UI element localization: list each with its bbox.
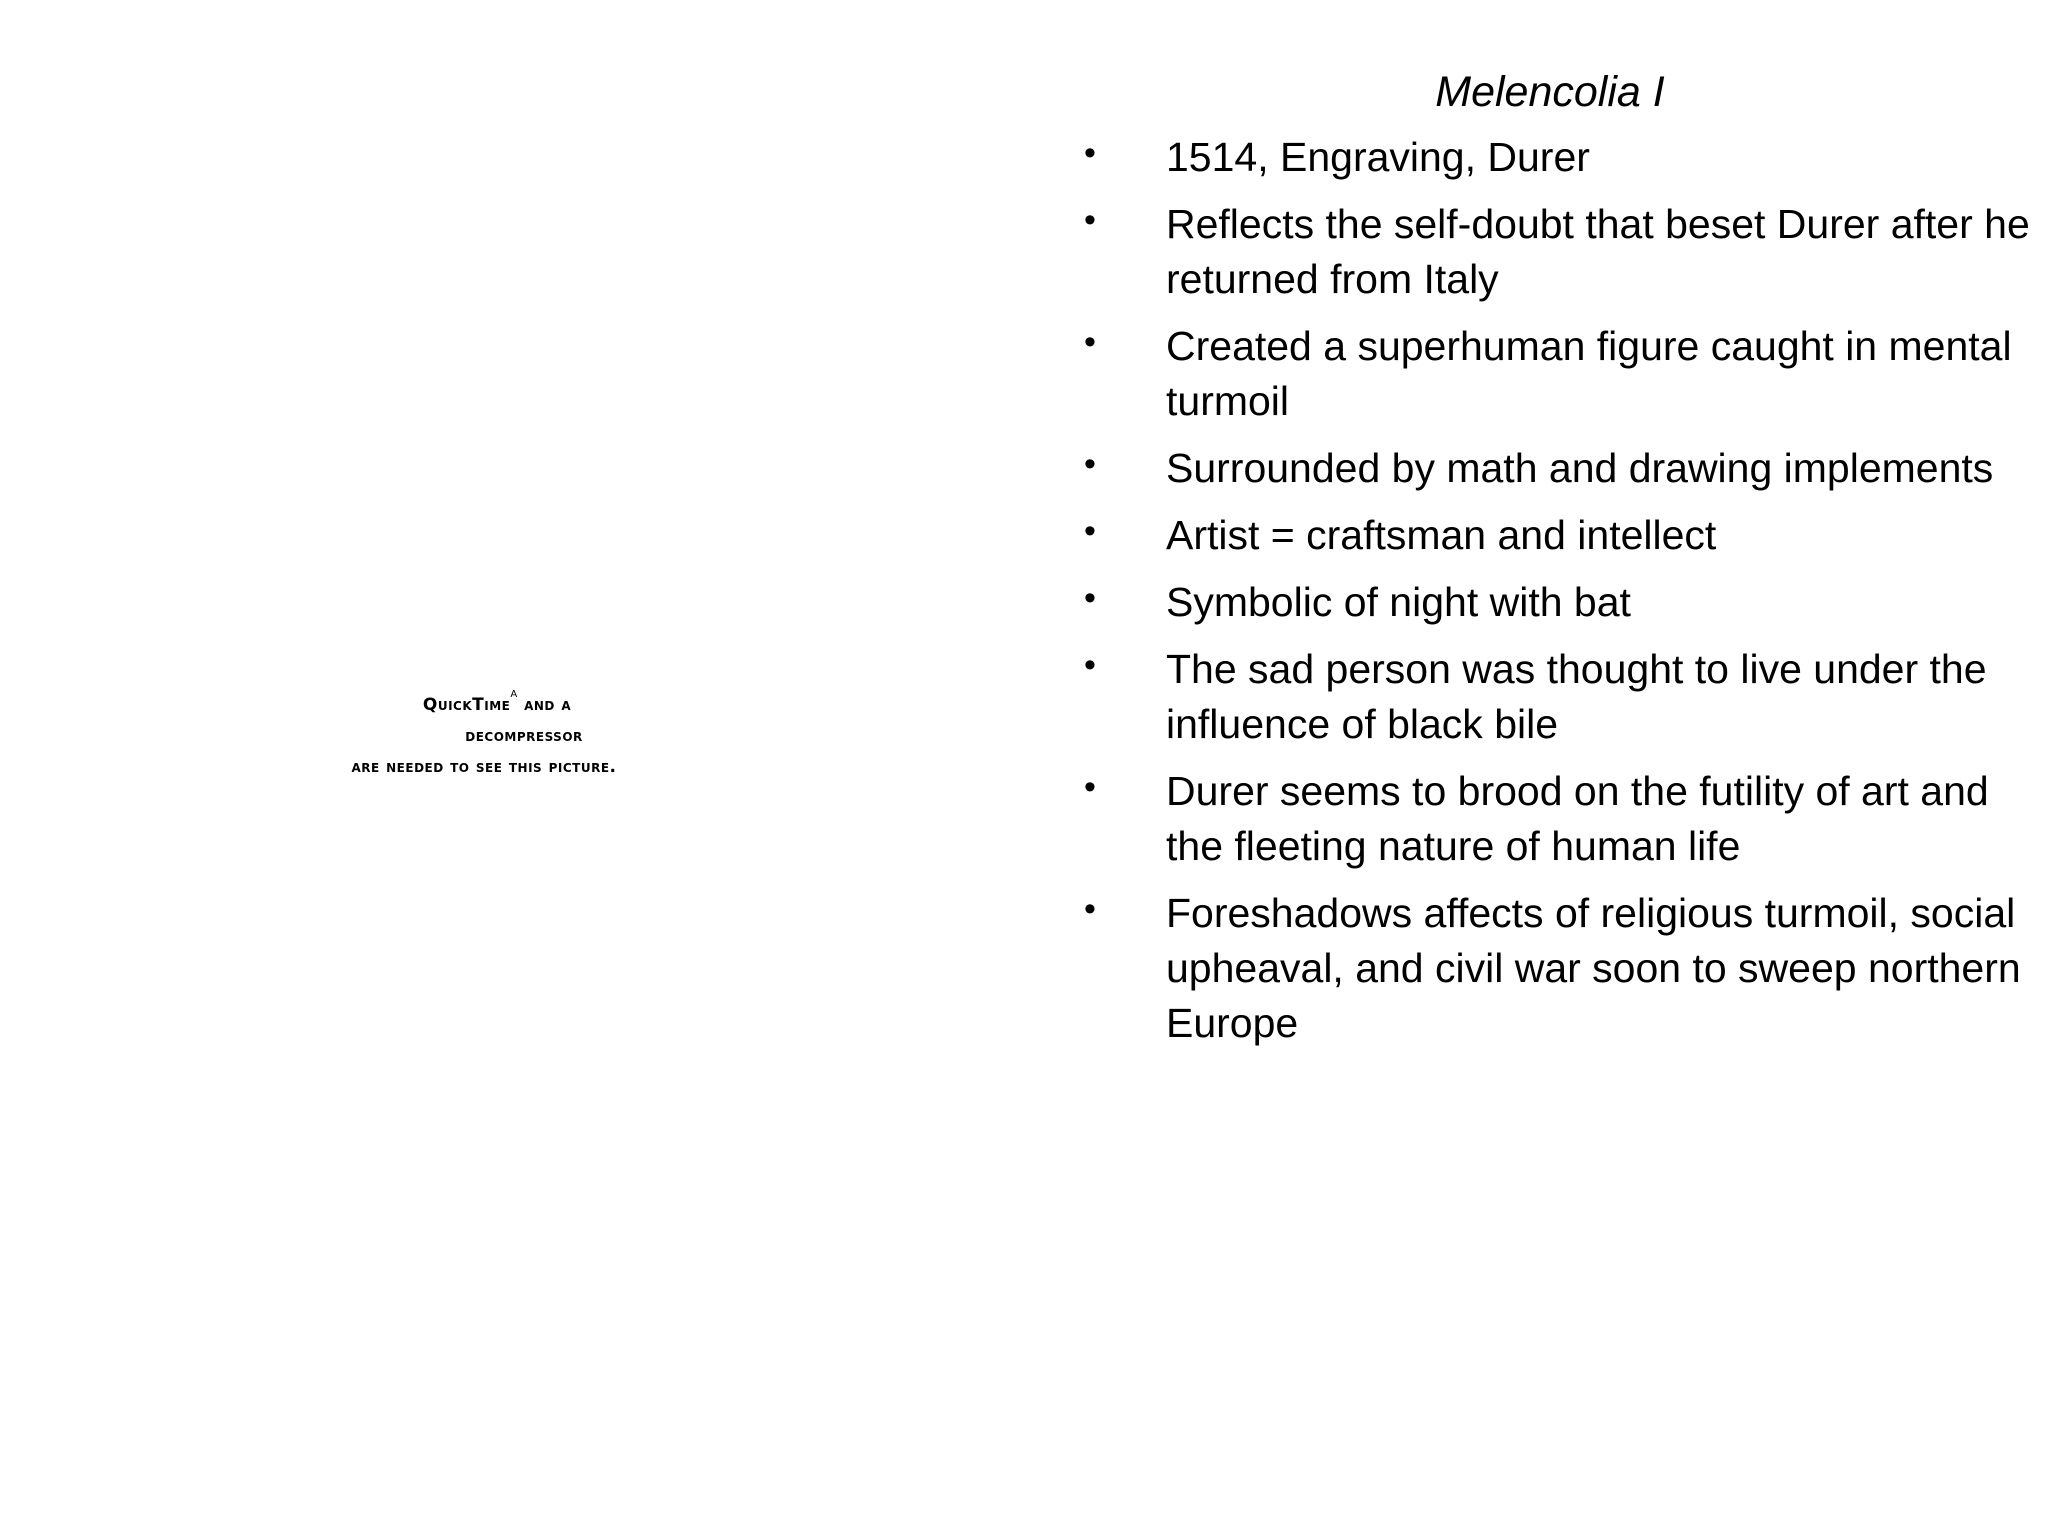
bullet-text: Artist = craftsman and intellect [1166, 512, 1717, 558]
bullet-icon: • [1084, 768, 1096, 806]
placeholder-line-3: are needed to see this picture. [351, 757, 617, 777]
bullet-list [1084, 130, 2034, 1063]
bullet-item [1084, 197, 2034, 307]
bullet-item [1084, 508, 2034, 563]
bullet-item [1084, 130, 2034, 185]
bullet-item [1084, 642, 2034, 752]
slide-title: Melencolia I [1435, 68, 1665, 116]
bullet-icon: • [1084, 890, 1096, 928]
bullet-text: 1514, Engraving, Durer [1166, 134, 1590, 180]
placeholder-and-a: and a [517, 695, 572, 715]
bullet-text: Surrounded by math and drawing implements [1166, 445, 1994, 491]
bullet-item [1084, 319, 2034, 429]
bullet-item [1084, 441, 2034, 496]
bullet-icon: • [1084, 445, 1096, 483]
bullet-item [1084, 764, 2034, 874]
placeholder-line-1 [274, 685, 720, 721]
bullet-text: Created a superhuman figure caught in mental turmoil [1166, 323, 2012, 424]
placeholder-superscript: a [510, 685, 518, 701]
bullet-icon: • [1084, 579, 1096, 617]
bullet-icon: • [1084, 323, 1096, 361]
bullet-item [1084, 886, 2034, 1051]
bullet-icon: • [1084, 201, 1096, 239]
bullet-text: The sad person was thought to live under the influence of black bile [1166, 646, 1987, 747]
bullet-text: Durer seems to brood on the futility of art and the fleeting nature of human life [1166, 768, 1989, 869]
bullet-icon: • [1084, 512, 1096, 550]
bullet-icon: • [1084, 134, 1096, 172]
placeholder-line-2: decompressor [465, 726, 583, 746]
bullet-text: Foreshadows affects of religious turmoil, social upheaval, and civil war soon to sweep northern Europe [1166, 890, 2021, 1046]
quicktime-placeholder [300, 685, 720, 783]
bullet-icon: • [1084, 646, 1096, 684]
bullet-text: Symbolic of night with bat [1166, 579, 1631, 625]
bullet-text: Reflects the self-doubt that beset Durer after he returned from Italy [1166, 201, 2030, 302]
bullet-item [1084, 575, 2034, 630]
placeholder-quicktime-word: QuickTime [422, 695, 511, 715]
